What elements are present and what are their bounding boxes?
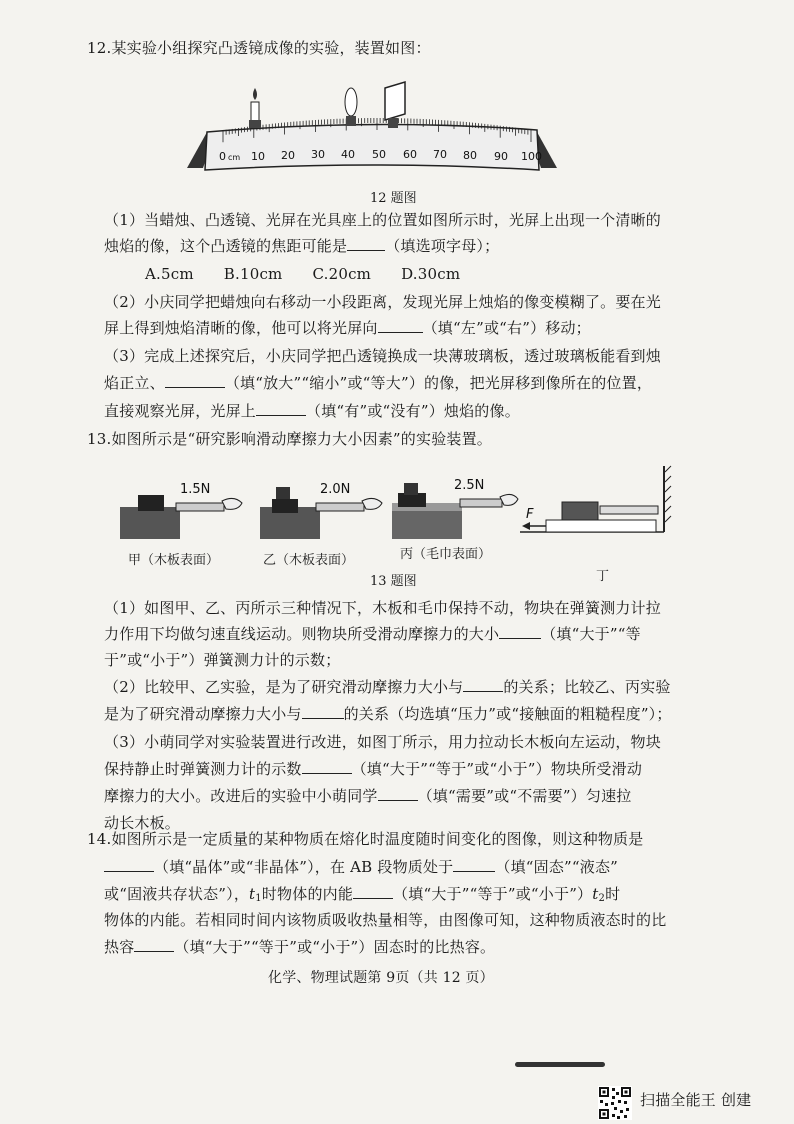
q14-l2: （填“晶体”或“非晶体”），在 AB 段物质处于 （填“固态”“液态” [104,857,618,877]
q13-p2a: （2）比较甲、乙实验，是为了研究滑动摩擦力大小与 的关系；比较乙、丙实验 [104,678,671,696]
force-label: 1.5N [180,482,211,497]
answer-blank[interactable] [134,937,174,952]
answer-blank[interactable] [353,884,393,899]
answer-blank[interactable] [302,704,344,719]
answer-blank[interactable] [499,624,541,639]
answer-blank[interactable] [165,373,225,388]
q12-caption: 12 题图 [370,191,417,206]
caption-bing: 丙（毛巾表面） [400,547,492,562]
answer-blank[interactable] [463,677,503,692]
q12-p3a: （3）完成上述探究后，小庆同学把凸透镜换成一块薄玻璃板，透过玻璃板能看到烛 [104,347,661,365]
q13-p3a: （3）小萌同学对实验装置进行改进，如图丁所示，用力拉动长木板向左运动，物块 [104,733,661,751]
option-a: A.5cm [145,265,194,283]
tick-label: 50 [372,148,386,161]
q12-p3c: 直接观察光屏，光屏上 （填“有”或“没有”）烛焰的像。 [104,402,520,420]
q14-l1: 14.如图所示是一定质量的某种物质在熔化时温度随时间变化的图像，则这种物质是 [87,830,644,848]
tick-label: 100 [521,150,542,163]
candle-icon [249,88,261,128]
friction-figure-bing [390,475,520,547]
force-label-f: F [526,507,534,522]
tick-label: 80 [463,149,477,162]
q14-l5: 热容 （填“大于”“等于”或“小于”）固态时的比热容。 [104,938,496,956]
answer-blank[interactable] [378,318,423,333]
answer-blank[interactable] [256,401,306,416]
tick-label: 30 [311,148,325,161]
answer-blank[interactable] [453,857,495,872]
option-c: C.20cm [312,265,372,283]
convex-lens-icon [345,88,357,126]
q13-p1c: 于”或“小于”）弹簧测力计的示数； [104,651,341,669]
option-d: D.30cm [401,265,461,283]
q12-p1b: 烛焰的像，这个凸透镜的焦距可能是 （填选项字母）； [104,237,500,255]
q14-l4: 物体的内能。若相同时间内该物质吸收热量相等，由图像可知，这种物质液态时的比 [104,911,667,929]
caption-ding: 丁 [596,569,610,584]
friction-figure-yi [258,475,388,547]
scan-shadow [515,1062,605,1067]
answer-blank[interactable] [347,236,385,251]
answer-blank[interactable] [104,857,154,872]
q12-p2b: 屏上得到烛焰清晰的像，他可以将光屏向 （填“左”或“右”）移动； [104,319,591,337]
force-label: 2.0N [320,482,351,497]
force-label: 2.5N [454,478,485,493]
page-footer: 化学、物理试题第 9页（共 12 页） [268,970,494,986]
tick-label: 40 [341,148,355,161]
q13-p3d: 动长木板。 [104,814,181,832]
q13-stem: 13.如图所示是“研究影响滑动摩擦力大小因素”的实验装置。 [87,430,492,448]
q12-p3b: 焰正立、 （填“放大”“缩小”或“等大”）的像，把光屏移到像所在的位置， [104,374,653,392]
q13-p3b: 保持静止时弹簧测力计的示数 （填“大于”“等于”或“小于”）物块所受滑动 [104,760,643,778]
q13-p1b: 力作用下均做匀速直线运动。则物块所受滑动摩擦力的大小 （填“大于”“等 [104,625,641,643]
optical-bench-figure [185,80,560,180]
q13-caption: 13 题图 [370,574,417,589]
tick-label: 10 [251,150,265,163]
caption-jia: 甲（木板表面） [128,553,220,568]
q14-l3: 或“固液共存状态”），$t_1$时物体的内能 （填“大于”“等于”或“小于$”)t_2$时 [104,885,621,904]
tick-label: 90 [494,150,508,163]
q13-p1a: （1）如图甲、乙、丙所示三种情况下，木板和毛巾保持不动，物块在弹簧测力计拉 [104,599,661,617]
friction-figure-jia [118,475,248,547]
friction-figure-ding [518,462,673,540]
answer-blank[interactable] [378,786,418,801]
caption-yi: 乙（木板表面） [263,553,355,568]
tick-unit: cm [228,153,241,162]
tick-label: 20 [281,149,295,162]
option-b: B.10cm [223,265,283,283]
q12-p2a: （2）小庆同学把蜡烛向右移动一小段距离，发现光屏上烛焰的像变模糊了。要在光 [104,293,661,311]
q12-stem: 12.某实验小组探究凸透镜成像的实验，装置如图： [87,39,431,57]
tick-label: 60 [403,148,417,161]
watermark-text: 扫描全能王 创建 [640,1091,752,1109]
answer-blank[interactable] [302,759,352,774]
qr-code-icon [598,1086,632,1120]
q13-p3c: 摩擦力的大小。改进后的实验中小萌同学 （填“需要”或“不需要”）匀速拉 [104,787,632,805]
tick-label: 70 [433,148,447,161]
q13-p2b: 是为了研究滑动摩擦力大小与 的关系（均选填“压力”或“接触面的粗糙程度”）； [104,705,672,723]
q12-options [145,264,460,284]
q12-p1a: （1）当蜡烛、凸透镜、光屏在光具座上的位置如图所示时，光屏上出现一个清晰的 [104,211,661,229]
tick-label: 0 [219,150,226,163]
